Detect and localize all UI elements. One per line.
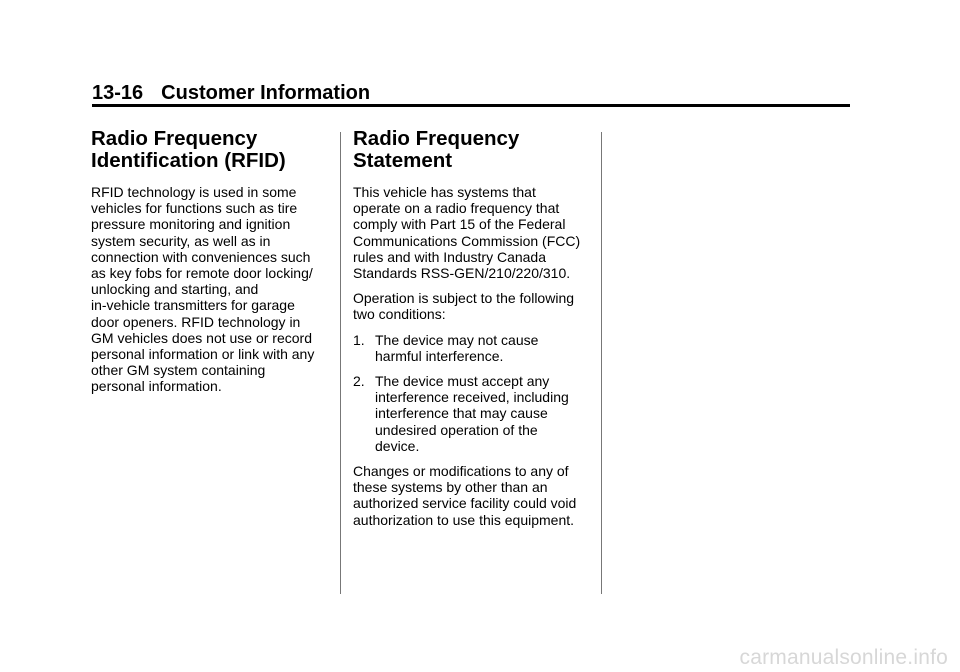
text-line: as key fobs for remote door locking/ <box>91 265 313 282</box>
text-line: The device may not cause <box>375 331 539 348</box>
radio-frequency-statement-section <box>353 128 593 537</box>
column-divider-1 <box>340 132 341 594</box>
text-line: authorized service facility could void <box>353 495 577 512</box>
rfid-heading <box>91 128 331 172</box>
conditions-paragraph <box>353 290 593 322</box>
text-line: This vehicle has systems that <box>353 184 536 200</box>
section-title: Customer Information <box>161 82 371 104</box>
text-line: RFID technology is used in some <box>91 184 297 200</box>
text-line: GM vehicles does not use or record <box>91 329 312 346</box>
rfid-paragraph <box>91 184 331 395</box>
text-line: these systems by other than an <box>353 479 548 496</box>
statement-heading <box>353 128 593 172</box>
watermark: carmanualsonline.info <box>739 646 948 669</box>
text-line: interference received, including <box>375 389 569 406</box>
text-line: connection with conveniences such <box>91 248 311 265</box>
list-item-number: 1. <box>353 331 365 348</box>
text-line: The device must accept any <box>375 373 550 390</box>
list-item <box>353 332 593 364</box>
rfid-heading-line-2: Identification (RFID) <box>91 149 286 172</box>
text-line: vehicles for functions such as tire <box>91 200 298 217</box>
text-line: Changes or modifications to any of <box>353 463 569 480</box>
conditions-list <box>353 332 593 454</box>
text-line: harmful interference. <box>375 347 504 364</box>
text-line: pressure monitoring and ignition <box>91 216 291 233</box>
text-line: operate on a radio frequency that <box>353 200 560 217</box>
text-line: other GM system containing <box>91 362 266 379</box>
text-line: unlocking and starting, and <box>91 281 259 298</box>
rfid-section <box>91 128 331 404</box>
text-line: Communications Commission (FCC) <box>353 232 581 249</box>
text-line: authorization to use this equipment. <box>353 511 575 528</box>
text-line: Standards RSS-GEN/210/220/310. <box>353 265 571 282</box>
text-line: personal information or link with any <box>91 346 315 363</box>
text-line: comply with Part 15 of the Federal <box>353 216 566 233</box>
page-number: 13-16 <box>92 82 144 104</box>
list-item-number: 2. <box>353 373 365 390</box>
statement-intro-paragraph <box>353 184 593 281</box>
statement-heading-line-1: Radio Frequency <box>353 127 520 150</box>
text-line: personal information. <box>91 378 222 395</box>
header-rule <box>92 104 850 107</box>
page-header <box>92 81 852 105</box>
column-divider-2 <box>601 132 602 594</box>
closing-paragraph <box>353 463 593 528</box>
text-line: interference that may cause <box>375 405 548 422</box>
text-line: door openers. RFID technology in <box>91 313 301 330</box>
text-line: Operation is subject to the following <box>353 290 575 307</box>
text-line: system security, as well as in <box>91 232 271 249</box>
rfid-heading-line-1: Radio Frequency <box>91 127 258 150</box>
text-line: undesired operation of the <box>375 421 538 438</box>
text-line: in-vehicle transmitters for garage <box>91 297 295 314</box>
statement-heading-line-2: Statement <box>353 149 453 172</box>
text-line: rules and with Industry Canada <box>353 248 546 265</box>
text-line: device. <box>375 437 420 454</box>
text-line: two conditions: <box>353 306 446 323</box>
list-item <box>353 373 593 454</box>
